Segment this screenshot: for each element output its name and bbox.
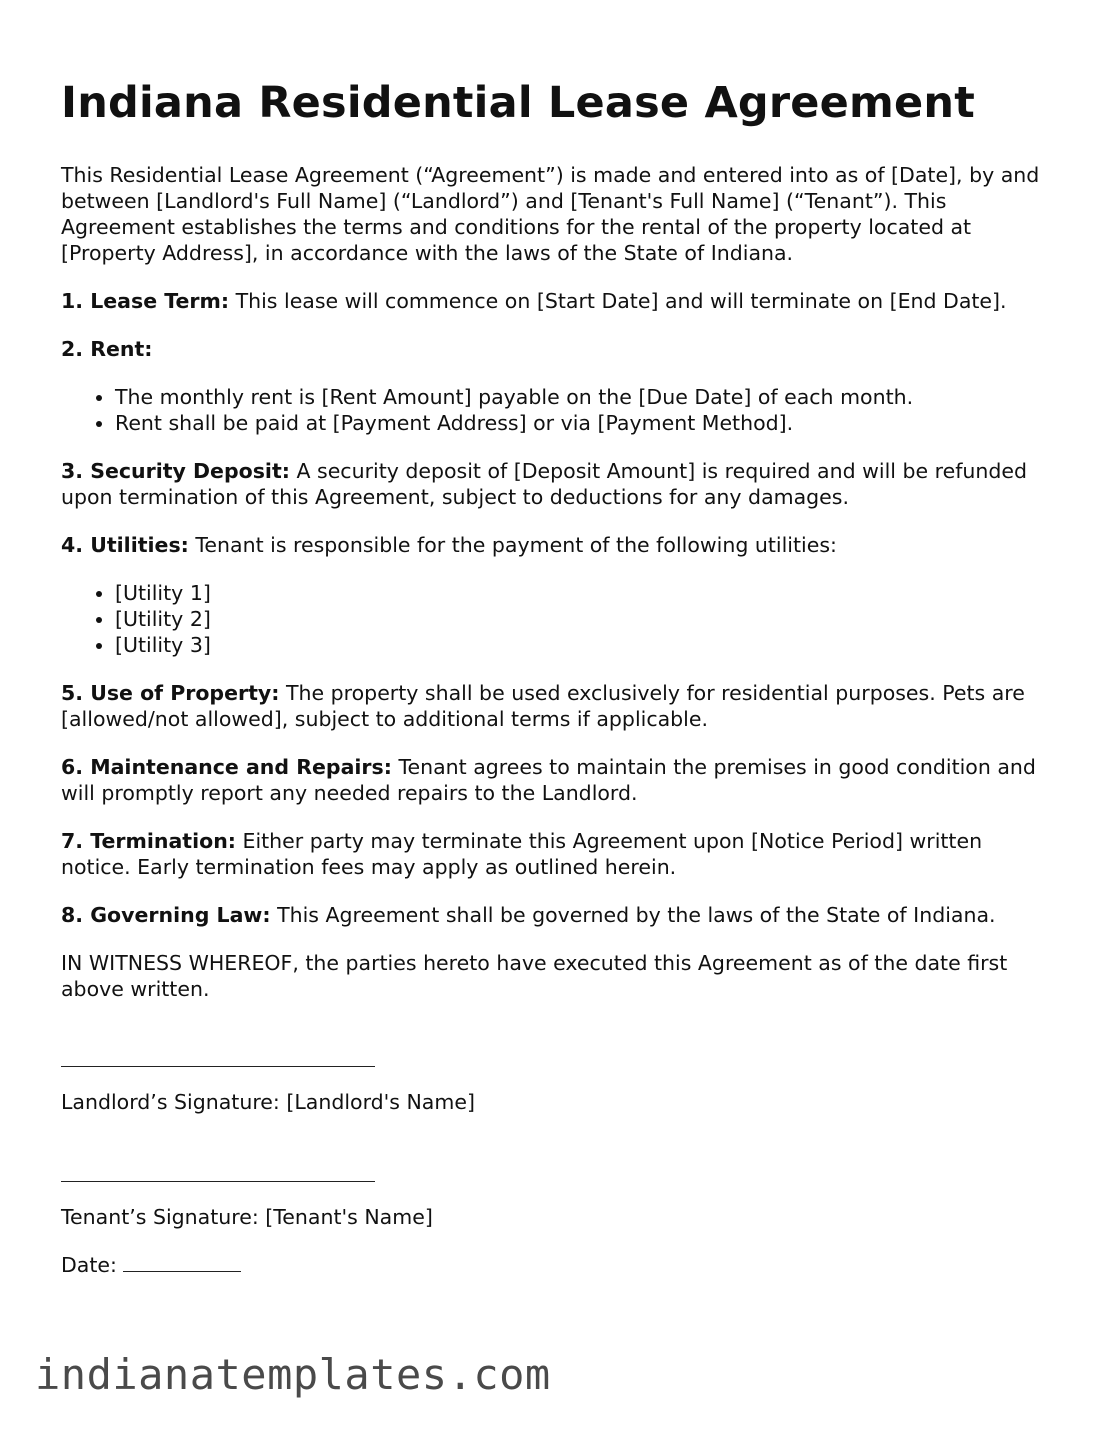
section-maintenance [61, 754, 1051, 806]
list-item: • [Utility 1] [115, 580, 1051, 606]
section-utilities [61, 532, 1051, 558]
section-heading: 7. Termination: [61, 829, 236, 853]
witness-paragraph: IN WITNESS WHEREOF, the parties hereto have executed this Agreement as of the date first above written. [61, 951, 1008, 1001]
date-blank[interactable] [123, 1253, 241, 1272]
date-field [61, 1252, 1051, 1278]
section-heading: 1. Lease Term: [61, 289, 230, 313]
section-heading: 4. Utilities: [61, 533, 189, 557]
section-text: This Agreement shall be governed by the laws of the State of Indiana. [270, 903, 996, 927]
landlord-signature-line[interactable] [61, 1048, 1051, 1074]
tenant-signature-line[interactable] [61, 1163, 1051, 1189]
list-item: • The monthly rent is [Rent Amount] payable on the [Due Date] of each month. [115, 384, 1051, 410]
watermark: indianatemplates.com [35, 1350, 551, 1399]
section-heading: 6. Maintenance and Repairs: [61, 755, 392, 779]
list-item: • Rent shall be paid at [Payment Address] or via [Payment Method]. [115, 410, 1051, 436]
section-use-of-property [61, 680, 1051, 732]
section-heading: 2. Rent: [61, 337, 153, 361]
tenant-signature-caption: Tenant’s Signature: [Tenant's Name] [61, 1205, 433, 1229]
landlord-signature-caption: Landlord’s Signature: [Landlord's Name] [61, 1090, 475, 1114]
section-text: This lease will commence on [Start Date] and will terminate on [End Date]. [229, 289, 1007, 313]
section-heading: 3. Security Deposit: [61, 459, 290, 483]
section-text: The property shall be used exclusively for residential purposes. Pets are [allowed/not allowed], subject to additional terms if applicable. [61, 681, 1025, 731]
section-security-deposit [61, 458, 1051, 510]
section-heading: 8. Governing Law: [61, 903, 271, 927]
section-text: Tenant agrees to maintain the premises in good condition and will promptly report any needed repairs to the Landlord. [61, 755, 1036, 805]
utilities-list [61, 580, 1051, 658]
section-rent [61, 336, 1051, 362]
section-heading: 5. Use of Property: [61, 681, 280, 705]
document-page [61, 72, 1051, 1278]
rent-list [61, 384, 1051, 436]
section-termination [61, 828, 1051, 880]
list-item: • [Utility 2] [115, 606, 1051, 632]
section-text: Either party may terminate this Agreement upon [Notice Period] written notice. Early termination fees may apply as outlined herein. [61, 829, 983, 879]
intro-paragraph: This Residential Lease Agreement (“Agreement”) is made and entered into as of [Date], by and between [Landlord's Full Name] (“Landlord”) and [Tenant's Full Name] (“Tenant”). This Agreement establishes the terms and conditions for the rental of the property located at [Property Address], in accordance with the laws of the State of Indiana. [61, 163, 1040, 265]
document-title: Indiana Residential Lease Agreement [61, 78, 975, 128]
signature-rule [61, 1163, 375, 1182]
date-label: Date: [61, 1253, 124, 1277]
section-text: A security deposit of [Deposit Amount] is required and will be refunded upon termination of this Agreement, subject to deductions for any damages. [61, 459, 1028, 509]
list-item: • [Utility 3] [115, 632, 1051, 658]
section-text: Tenant is responsible for the payment of the following utilities: [188, 533, 837, 557]
section-governing-law [61, 902, 1051, 928]
section-lease-term [61, 288, 1051, 314]
signature-rule [61, 1048, 375, 1067]
